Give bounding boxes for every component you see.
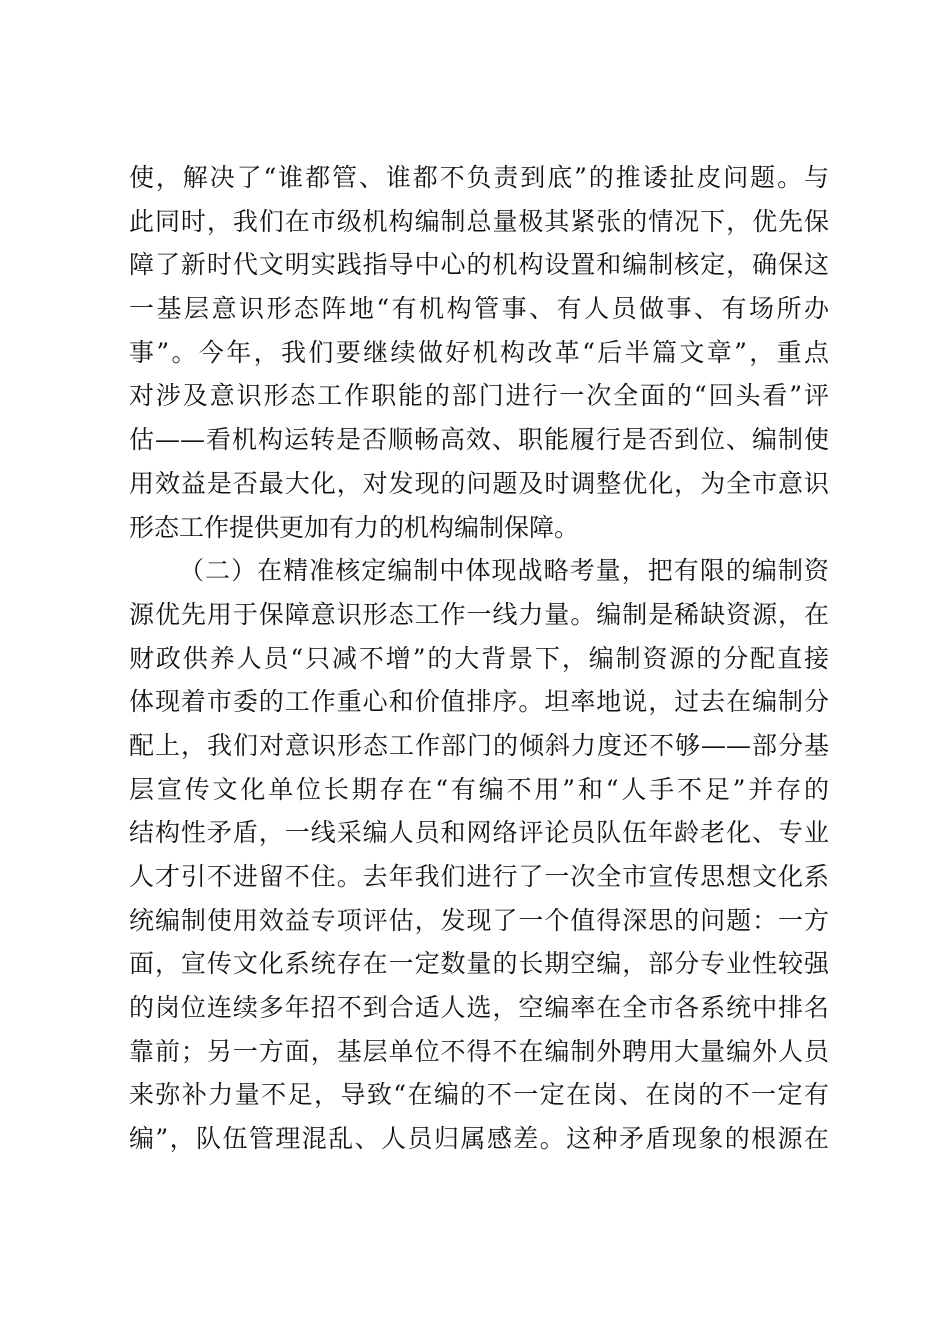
body-text [129,156,829,1161]
text-line: 障了新时代文明实践指导中心的机构设置和编制核定，确保这 [129,250,829,280]
text-line: 配上，我们对意识形态工作部门的倾斜力度还不够——部分基 [129,730,829,760]
text-line: 编”，队伍管理混乱、人员归属感差。这种矛盾现象的根源在 [129,1124,829,1154]
text-line: 面，宣传文化系统存在一定数量的长期空编，部分专业性较强 [129,949,829,979]
text-line: 靠前；另一方面，基层单位不得不在编制外聘用大量编外人员 [129,1036,829,1066]
text-line: 层宣传文化单位长期存在“有编不用”和“人手不足”并存的 [129,774,829,804]
section-heading-line: （二）在精准核定编制中体现战略考量，把有限的编制资 [179,556,829,586]
text-line: 此同时，我们在市级机构编制总量极其紧张的情况下，优先保 [129,206,829,236]
text-line: 源优先用于保障意识形态工作一线力量。编制是稀缺资源，在 [129,599,829,629]
text-line: 财政供养人员“只减不增”的大背景下，编制资源的分配直接 [129,643,829,673]
text-line: 用效益是否最大化，对发现的问题及时调整优化，为全市意识 [129,468,829,498]
text-line: 体现着市委的工作重心和价值排序。坦率地说，过去在编制分 [129,687,829,717]
text-line: 使，解决了“谁都管、谁都不负责到底”的推诿扯皮问题。与 [129,163,829,192]
text-line: 的岗位连续多年招不到合适人选，空编率在全市各系统中排名 [129,993,829,1023]
text-line: 事”。今年，我们要继续做好机构改革“后半篇文章”，重点 [129,337,829,367]
text-line: 结构性矛盾，一线采编人员和网络评论员队伍年龄老化、专业 [129,818,829,848]
text-line: 一基层意识形态阵地“有机构管事、有人员做事、有场所办 [129,294,829,324]
text-line: 统编制使用效益专项评估，发现了一个值得深思的问题：一方 [129,905,829,935]
text-line: 人才引不进留不住。去年我们进行了一次全市宣传思想文化系 [129,862,829,891]
text-line: 形态工作提供更加有力的机构编制保障。 [129,512,580,542]
text-line: 对涉及意识形态工作职能的部门进行一次全面的“回头看”评 [129,381,829,411]
text-line: 来弥补力量不足，导致“在编的不一定在岗、在岗的不一定有 [129,1080,829,1110]
text-line: 估——看机构运转是否顺畅高效、职能履行是否到位、编制使 [129,425,829,455]
